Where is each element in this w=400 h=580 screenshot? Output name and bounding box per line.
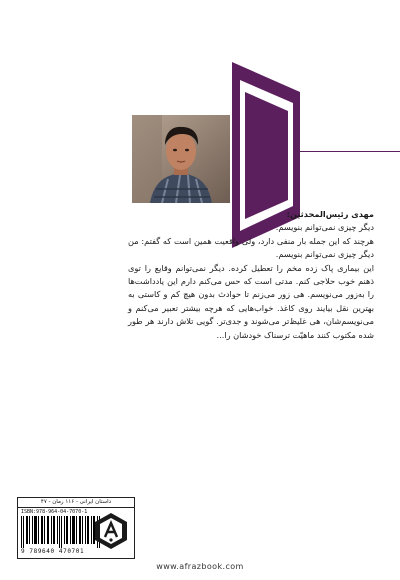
purple-accent-line: [300, 151, 400, 152]
paragraph-1: دیگر چیزی نمی‌توانم بنویسم.: [275, 222, 374, 233]
publisher-website: www.afrazbook.com: [156, 562, 244, 571]
author-photo: [132, 115, 230, 203]
isbn-label: ISBN:978-964-04-7070-1: [21, 509, 88, 515]
back-cover-text: [128, 208, 374, 342]
barcode-digits: 9 789640 470701: [21, 548, 85, 555]
series-label: داستان ایرانی - ۱۱۶ رمان - ۴۷: [18, 498, 134, 508]
paragraph-2: هرچند که این جمله بار منفی دارد، ولی واقعیت همین است که گفتم: من دیگر چیزی نمی‌توانم بنویسم.: [128, 235, 374, 260]
paragraph-3: این بیماری پاک زده مخم را تعطیل کرده. دیگر نمی‌توانم وقایع را توی ذهنم خوب حلاجی کنم. مدتی است که حس می‌کنم دارم این یادداشت‌ها را به‌زور می‌نویسم. هی زور می‌زنم تا حوادث بدون هیچ کم و کاستی به بهترین نقل بیایند روی کاغذ. خواب‌هایی که هرچه بیشتر تعبیر می‌کنم و می‌نویسم‌شان، هی غلیظ‌تر می‌شوند و جدی‌تر. گویی تلاش دارند هر طور شده مکتوب کنند ماهیّت ترسناک خودشان را...: [128, 262, 374, 340]
afraz-publisher-logo: [93, 511, 129, 551]
author-heading: مهدی رئیس‌المحدثین:: [286, 209, 374, 219]
barcode-icon: [21, 516, 101, 548]
